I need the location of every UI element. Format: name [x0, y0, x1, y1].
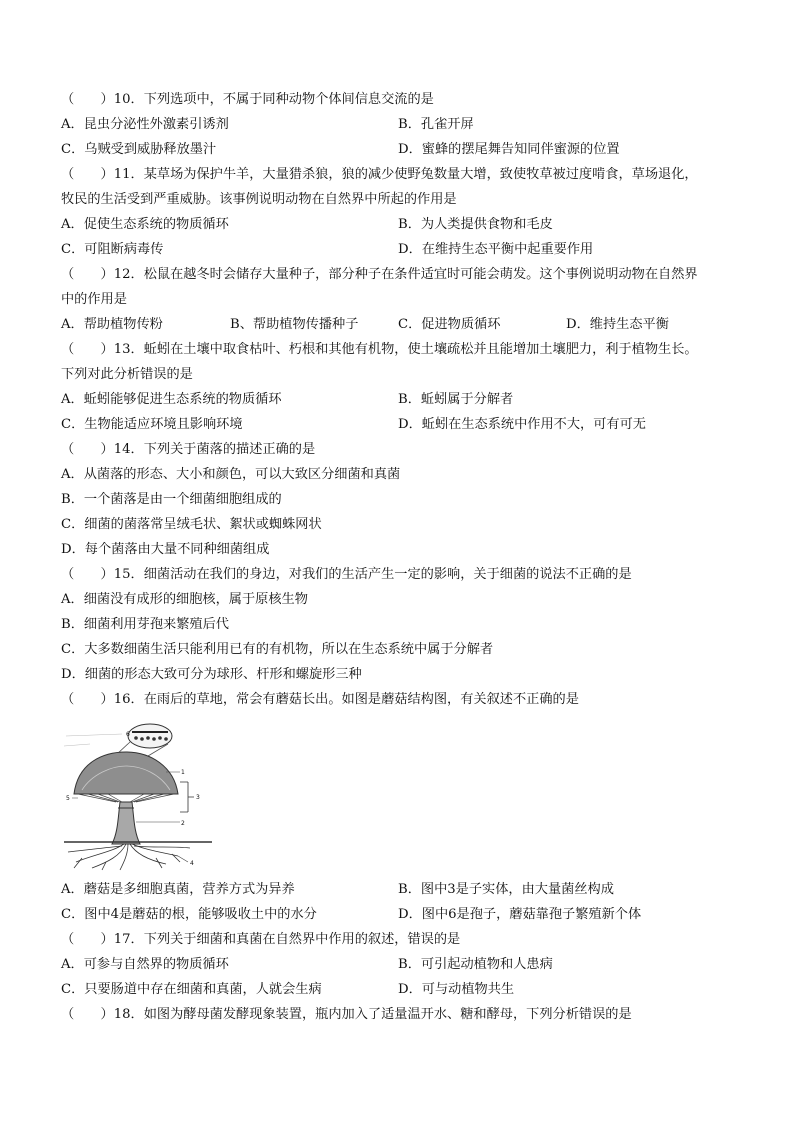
- question-18-stem: （ ）18．如图为酵母菌发酵现象装置，瓶内加入了适量温开水、糖和酵母，下列分析错误的是: [61, 1007, 632, 1022]
- q10-option-d: D．蜜蜂的摆尾舞告知同伴蜜源的位置: [398, 142, 620, 157]
- fruiting-body-bracket: [180, 782, 194, 812]
- q11-option-d: D．在维持生态平衡中起重要作用: [398, 242, 594, 257]
- mushroom-structure-figure: [62, 722, 222, 872]
- q15-option-c: C．大多数细菌生活只能利用已有的有机物，所以在生态系统中属于分解者: [61, 642, 494, 657]
- figure-label-5: 5: [66, 795, 70, 802]
- question-15-stem: （ ）15．细菌活动在我们的身边，对我们的生活产生一定的影响，关于细菌的说法不正确的是: [61, 567, 632, 582]
- q17-option-c: C．只要肠道中存在细菌和真菌，人就会生病: [61, 982, 322, 997]
- q11-option-c: C．可阻断病毒传: [61, 242, 164, 257]
- q13-option-c: C．生物能适应环境且影响环境: [61, 417, 243, 432]
- q11-option-b: B．为人类提供食物和毛皮: [398, 217, 553, 232]
- question-14-stem: （ ）14．下列关于菌落的描述正确的是: [61, 442, 316, 457]
- q14-option-d: D．每个菌落由大量不同种细菌组成: [61, 542, 270, 557]
- q13-option-a: A．蚯蚓能够促进生态系统的物质循环: [61, 392, 282, 407]
- scan-artifact-lines: [64, 734, 122, 746]
- question-13-stem-line1: （ ）13．蚯蚓在土壤中取食枯叶、朽根和其他有机物，使土壤疏松并且能增加土壤肥力，利于植物生长。: [61, 342, 698, 357]
- q12-option-c: C．促进物质循环: [398, 317, 501, 332]
- q15-option-d: D．细菌的形态大致可分为球形、杆形和螺旋形三种: [61, 667, 362, 682]
- question-11-stem-line2: 牧民的生活受到严重威胁。该事例说明动物在自然界中所起的作用是: [61, 192, 457, 207]
- question-12-stem-line1: （ ）12．松鼠在越冬时会储存大量种子，部分种子在条件适宜时可能会萌发。这个事例说明动物在自然界: [61, 267, 698, 282]
- q13-option-b: B．蚯蚓属于分解者: [398, 392, 514, 407]
- q17-option-b: B．可引起动植物和人患病: [398, 957, 553, 972]
- q14-option-c: C．细菌的菌落常呈绒毛状、絮状或蜘蛛网状: [61, 517, 322, 532]
- q12-option-d: D．维持生态平衡: [566, 317, 669, 332]
- q16-option-a: A．蘑菇是多细胞真菌，营养方式为异养: [61, 882, 295, 897]
- figure-label-4: 4: [190, 860, 194, 867]
- q11-option-a: A．促使生态系统的物质循环: [61, 217, 229, 232]
- question-10-stem: （ ）10．下列选项中，不属于同种动物个体间信息交流的是: [61, 92, 434, 107]
- q10-option-b: B．孔雀开屏: [398, 117, 474, 132]
- q13-option-d: D．蚯蚓在生态系统中作用不大，可有可无: [398, 417, 646, 432]
- q16-option-d: D．图中6是孢子，蘑菇靠孢子繁殖新个体: [398, 907, 642, 922]
- q16-option-b: B．图中3是子实体，由大量菌丝构成: [398, 882, 614, 897]
- q14-option-b: B．一个菌落是由一个细菌细胞组成的: [61, 492, 282, 507]
- figure-label-1: 1: [181, 769, 185, 776]
- q14-option-a: A．从菌落的形态、大小和颜色，可以大致区分细菌和真菌: [61, 467, 401, 482]
- question-13-stem-line2: 下列对此分析错误的是: [61, 367, 193, 382]
- figure-label-6: 6: [126, 731, 130, 738]
- underground-hyphae: [68, 844, 190, 870]
- question-12-stem-line2: 中的作用是: [61, 292, 127, 307]
- q17-option-d: D．可与动植物共生: [398, 982, 515, 997]
- q10-option-c: C．乌贼受到威胁释放墨汁: [61, 142, 217, 157]
- mushroom-gills: [78, 794, 174, 802]
- q10-option-a: A．昆虫分泌性外激素引诱剂: [61, 117, 229, 132]
- q17-option-a: A．可参与自然界的物质循环: [61, 957, 229, 972]
- mushroom-cap: [74, 752, 178, 794]
- question-16-stem: （ ）16．在雨后的草地，常会有蘑菇长出。如图是蘑菇结构图，有关叙述不正确的是: [61, 692, 579, 707]
- q16-option-c: C．图中4是蘑菇的根，能够吸收土中的水分: [61, 907, 317, 922]
- figure-label-3: 3: [196, 794, 200, 801]
- question-17-stem: （ ）17．下列关于细菌和真菌在自然界中作用的叙述，错误的是: [61, 932, 461, 947]
- q12-option-a: A．帮助植物传粉: [61, 317, 163, 332]
- q15-option-b: B．细菌利用芽孢来繁殖后代: [61, 617, 229, 632]
- question-11-stem-line1: （ ）11．某草场为保护牛羊，大量猎杀狼，狼的减少使野兔数量大增，致使牧草被过度啃食，草场退化，: [61, 167, 698, 182]
- figure-label-2: 2: [181, 820, 185, 827]
- spore-inset-circle: [128, 724, 172, 748]
- q12-option-b: B、帮助植物传播种子: [230, 317, 359, 332]
- q15-option-a: A．细菌没有成形的细胞核，属于原核生物: [61, 592, 308, 607]
